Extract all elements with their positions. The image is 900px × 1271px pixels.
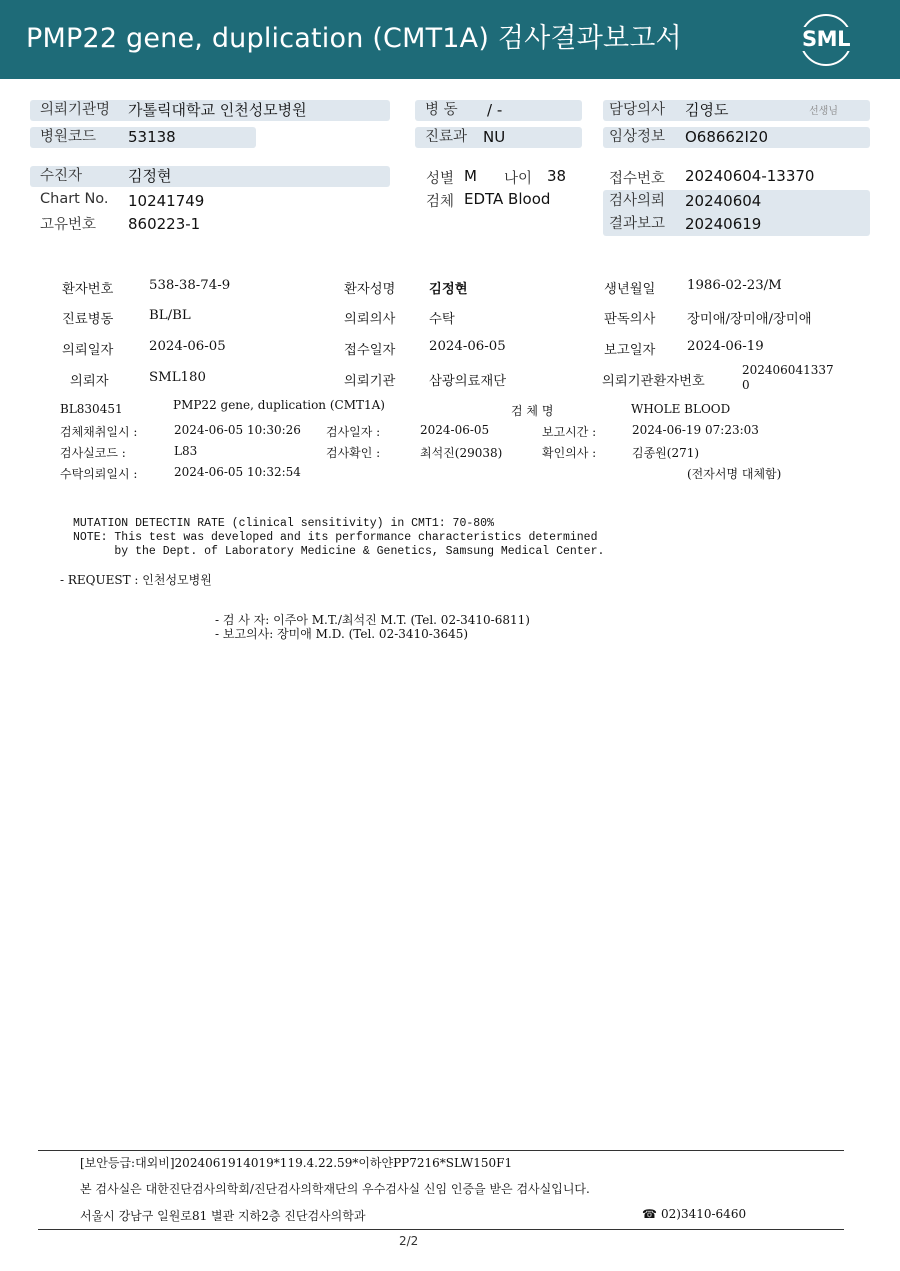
- confirm-doctor-value: 김종원(271): [632, 446, 700, 460]
- clinical-value: O68662I20: [685, 128, 769, 146]
- reading-doctor-label: 판독의사: [604, 312, 656, 327]
- ward-value: / -: [487, 101, 503, 119]
- hospital-code-value: 53138: [128, 128, 176, 146]
- request-date-value: 20240604: [685, 192, 762, 210]
- page-number: 2/2: [399, 1234, 419, 1248]
- doctor-suffix: 선생님: [809, 106, 838, 117]
- sex-value: M: [464, 167, 477, 185]
- unique-label: 고유번호: [40, 217, 97, 233]
- receipt-date-value: 2024-06-05: [429, 339, 506, 354]
- clinical-label: 임상정보: [609, 129, 666, 145]
- ward-value-2: BL/BL: [149, 308, 191, 323]
- request-date-value-2: 2024-06-05: [149, 339, 226, 354]
- address-line: 서울시 강남구 일원로81 별관 지하2층 진단검사의학과: [80, 1209, 366, 1223]
- request-institution-value: 삼광의료재단: [429, 374, 507, 389]
- receipt-value: 20240604-13370: [685, 167, 815, 185]
- test-date-label: 검사일자 :: [326, 425, 381, 439]
- doctor-label: 담당의사: [609, 102, 666, 118]
- collect-value: 2024-06-05 10:30:26: [174, 423, 301, 437]
- sex-label: 성별: [426, 171, 455, 187]
- reporter-line: - 보고의사: 장미애 M.D. (Tel. 02-3410-3645): [215, 627, 469, 641]
- e-signature-note: (전자서명 대체함): [687, 467, 782, 481]
- birth-value: 1986-02-23/M: [687, 278, 782, 293]
- requester-value: SML180: [149, 370, 206, 385]
- request-institution-label: 의뢰기관: [344, 374, 396, 389]
- report-title: PMP22 gene, duplication (CMT1A) 검사결과보고서: [26, 23, 682, 54]
- patient-row: [30, 166, 390, 187]
- report-date-value: 2024-06-19: [687, 339, 764, 354]
- specimen-value: EDTA Blood: [464, 190, 551, 208]
- test-name: PMP22 gene, duplication (CMT1A): [173, 398, 385, 412]
- specimen-name-value: WHOLE BLOOD: [631, 402, 731, 416]
- receipt-label: 접수번호: [609, 171, 666, 187]
- hospital-code-row: [30, 127, 256, 148]
- inst-patient-no-label: 의뢰기관환자번호: [602, 374, 705, 389]
- age-label: 나이: [504, 171, 533, 187]
- contract-label: 수탁의뢰일시 :: [60, 467, 138, 481]
- chart-value: 10241749: [128, 192, 205, 210]
- test-code: BL830451: [60, 402, 123, 416]
- specimen-name-label: 검 체 명: [511, 404, 554, 418]
- logo-text: SML: [800, 27, 852, 51]
- sml-logo: [796, 12, 854, 68]
- request-date-label-2: 의뢰일자: [62, 343, 114, 358]
- certification-line: 본 검사실은 대한진단검사의학회/진단검사의학재단의 우수검사실 신임 인증을 받은 검사실입니다.: [80, 1182, 590, 1196]
- footer-rule-top: [38, 1150, 844, 1151]
- doctor-row: [603, 100, 870, 121]
- confirm-label: 검사확인 :: [326, 446, 381, 460]
- result-date-value: 20240619: [685, 215, 762, 233]
- specimen-label: 검체: [426, 194, 455, 210]
- lab-code-value: L83: [174, 444, 198, 458]
- age-value: 38: [547, 167, 567, 185]
- security-line: [보안등급:대외비]2024061914019*119.4.22.59*이하얀PP7216*SLW150F1: [80, 1156, 513, 1170]
- ward-label: 병 동: [425, 102, 458, 118]
- unique-value: 860223-1: [128, 215, 201, 233]
- dates-block: [603, 190, 870, 236]
- inst-patient-no-value-wrap: 0: [742, 378, 750, 392]
- collect-label: 검체채취일시 :: [60, 425, 138, 439]
- ward-label-2: 진료병동: [62, 312, 114, 327]
- test-date-value: 2024-06-05: [420, 423, 490, 437]
- footer-rule-bottom: [38, 1229, 844, 1230]
- request-line: - REQUEST : 인천성모병원: [60, 573, 212, 587]
- institution-value: 가톨릭대학교 인천성모병원: [128, 101, 307, 119]
- report-header: [0, 0, 900, 79]
- phone-icon: ☎: [642, 1207, 657, 1221]
- note-line-2: by the Dept. of Laboratory Medicine & Genetics, Samsung Medical Center.: [73, 545, 605, 558]
- note-line-1: NOTE: This test was developed and its performance characteristics determined: [73, 531, 598, 544]
- ward-row: [415, 100, 582, 121]
- patient-label: 수진자: [40, 168, 83, 184]
- confirm-doctor-label: 확인의사 :: [542, 446, 597, 460]
- patient-no-label: 환자번호: [62, 282, 114, 297]
- request-doctor-value: 수탁: [429, 312, 455, 327]
- clinical-row: [603, 127, 870, 148]
- dept-value: NU: [483, 128, 506, 146]
- institution-row: [30, 100, 390, 121]
- request-date-label: 검사의뢰: [609, 193, 666, 209]
- dept-label: 진료과: [425, 129, 468, 145]
- patient-name-label: 환자성명: [344, 282, 396, 297]
- patient-no-value: 538-38-74-9: [149, 278, 231, 293]
- phone-number: 02)3410-6460: [661, 1207, 747, 1221]
- doctor-value: 김영도: [685, 101, 729, 119]
- birth-label: 생년월일: [604, 282, 656, 297]
- report-date-label: 보고일자: [604, 343, 656, 358]
- report-time-value: 2024-06-19 07:23:03: [632, 423, 759, 437]
- dept-row: [415, 127, 582, 148]
- patient-name-value: 김정현: [429, 282, 468, 297]
- inst-patient-no-value: 202406041337: [742, 363, 834, 377]
- request-doctor-label: 의뢰의사: [344, 312, 396, 327]
- confirm-value: 최석진(29038): [420, 446, 503, 460]
- chart-label: Chart No.: [40, 191, 109, 207]
- requester-label: 의뢰자: [70, 374, 109, 389]
- mutation-rate-line: MUTATION DETECTIN RATE (clinical sensitivity) in CMT1: 70-80%: [73, 517, 494, 530]
- tester-line: - 검 사 자: 이주아 M.T./최석진 M.T. (Tel. 02-3410-6811): [215, 613, 530, 627]
- receipt-date-label: 접수일자: [344, 343, 396, 358]
- lab-code-label: 검사실코드 :: [60, 446, 126, 460]
- institution-label: 의뢰기관명: [40, 102, 111, 118]
- contract-value: 2024-06-05 10:32:54: [174, 465, 301, 479]
- reading-doctor-value: 장미애/장미애/장미애: [687, 312, 812, 327]
- patient-value: 김정현: [128, 167, 172, 185]
- report-time-label: 보고시간 :: [542, 425, 597, 439]
- hospital-code-label: 병원코드: [40, 129, 97, 145]
- result-date-label: 결과보고: [609, 216, 666, 232]
